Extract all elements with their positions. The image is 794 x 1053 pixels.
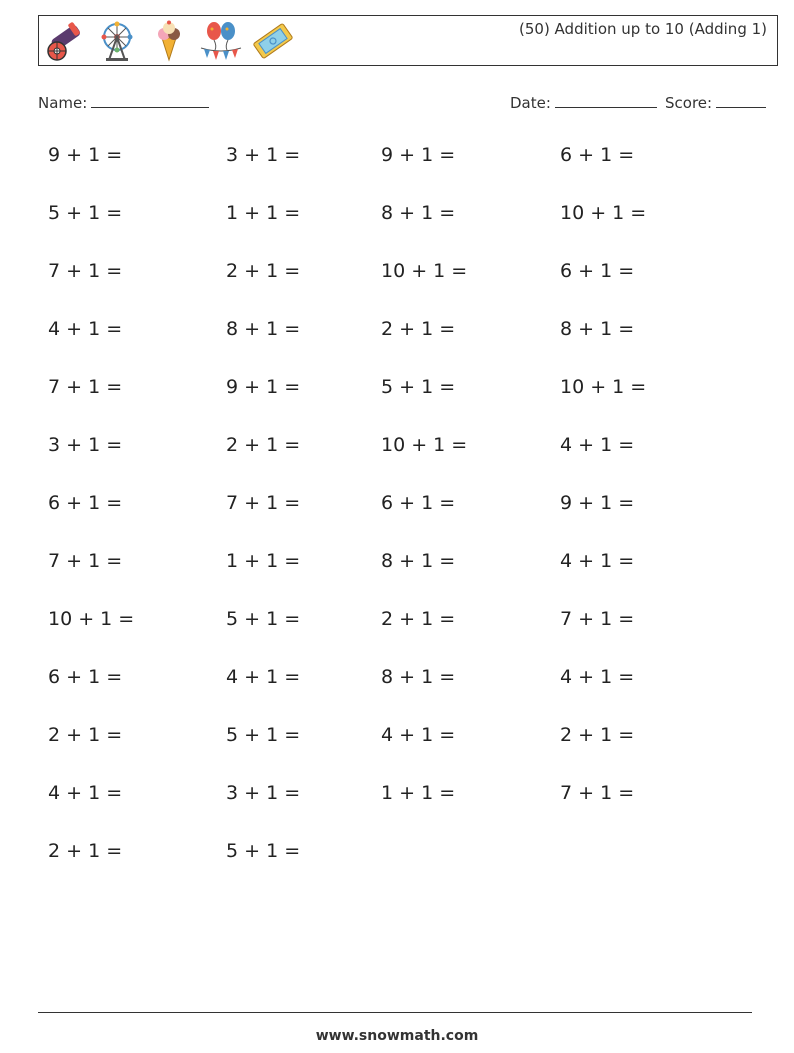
problem-row: [48, 840, 748, 898]
footer-url: www.snowmath.com: [315, 1028, 479, 1044]
problem-row: [48, 608, 748, 666]
problem-item: 2 + 1 =: [381, 318, 456, 340]
problem-item: 5 + 1 =: [226, 724, 301, 746]
problem-item: 6 + 1 =: [560, 144, 635, 166]
problem-item: 9 + 1 =: [48, 144, 123, 166]
problem-item: 4 + 1 =: [48, 318, 123, 340]
problem-item: 7 + 1 =: [48, 260, 123, 282]
problem-item: 2 + 1 =: [226, 434, 301, 456]
name-field: [38, 93, 209, 112]
problem-row: [48, 666, 748, 724]
problem-item: 10 + 1 =: [560, 376, 647, 398]
problem-item: 9 + 1 =: [560, 492, 635, 514]
problem-item: 9 + 1 =: [226, 376, 301, 398]
header-icons: [43, 20, 295, 62]
problem-item: 4 + 1 =: [226, 666, 301, 688]
score-field: [665, 93, 766, 112]
problem-item: 2 + 1 =: [381, 608, 456, 630]
ferris-wheel-icon: [95, 20, 139, 62]
balloons-bunting-icon: [199, 20, 243, 62]
problem-item: 5 + 1 =: [226, 608, 301, 630]
problem-row: [48, 144, 748, 202]
problem-row: [48, 434, 748, 492]
problem-item: 10 + 1 =: [381, 434, 468, 456]
problem-item: 8 + 1 =: [381, 202, 456, 224]
problem-item: 2 + 1 =: [48, 840, 123, 862]
problem-item: 8 + 1 =: [381, 666, 456, 688]
problem-item: 10 + 1 =: [381, 260, 468, 282]
worksheet-title: (50) Addition up to 10 (Adding 1): [519, 20, 767, 38]
problem-item: 1 + 1 =: [226, 550, 301, 572]
problem-item: 6 + 1 =: [48, 666, 123, 688]
problem-item: 5 + 1 =: [48, 202, 123, 224]
problem-item: 7 + 1 =: [48, 376, 123, 398]
problem-row: [48, 782, 748, 840]
problem-item: 5 + 1 =: [381, 376, 456, 398]
worksheet-header: [38, 15, 778, 66]
problem-row: [48, 550, 748, 608]
ticket-icon: [251, 20, 295, 62]
problem-item: 5 + 1 =: [226, 840, 301, 862]
problem-row: [48, 260, 748, 318]
problem-item: 3 + 1 =: [226, 782, 301, 804]
problem-row: [48, 376, 748, 434]
problem-item: 1 + 1 =: [226, 202, 301, 224]
date-label: Date:: [510, 94, 551, 112]
problem-item: 3 + 1 =: [48, 434, 123, 456]
problem-item: 6 + 1 =: [48, 492, 123, 514]
problem-item: 8 + 1 =: [226, 318, 301, 340]
problem-item: 4 + 1 =: [560, 550, 635, 572]
problem-row: [48, 724, 748, 782]
problem-item: 1 + 1 =: [381, 782, 456, 804]
problem-item: 10 + 1 =: [560, 202, 647, 224]
problem-item: 6 + 1 =: [560, 260, 635, 282]
problem-row: [48, 202, 748, 260]
problem-item: 4 + 1 =: [48, 782, 123, 804]
problem-item: 7 + 1 =: [48, 550, 123, 572]
cannon-icon: [43, 20, 87, 62]
problem-item: 8 + 1 =: [560, 318, 635, 340]
problem-item: 4 + 1 =: [560, 434, 635, 456]
problem-item: 4 + 1 =: [560, 666, 635, 688]
name-blank[interactable]: [91, 93, 209, 108]
problem-row: [48, 318, 748, 376]
problem-item: 2 + 1 =: [48, 724, 123, 746]
problem-item: 7 + 1 =: [560, 782, 635, 804]
problem-item: 7 + 1 =: [226, 492, 301, 514]
date-field: [510, 93, 657, 112]
problem-item: 2 + 1 =: [560, 724, 635, 746]
problem-item: 3 + 1 =: [226, 144, 301, 166]
ice-cream-icon: [147, 20, 191, 62]
footer-divider: [38, 1012, 752, 1013]
problem-item: 4 + 1 =: [381, 724, 456, 746]
problem-item: 9 + 1 =: [381, 144, 456, 166]
problem-grid: [48, 144, 748, 898]
problem-item: 7 + 1 =: [560, 608, 635, 630]
problem-item: 10 + 1 =: [48, 608, 135, 630]
problem-item: 8 + 1 =: [381, 550, 456, 572]
score-label: Score:: [665, 94, 713, 112]
date-blank[interactable]: [555, 93, 657, 108]
problem-row: [48, 492, 748, 550]
score-blank[interactable]: [716, 93, 766, 108]
problem-item: 2 + 1 =: [226, 260, 301, 282]
name-label: Name:: [38, 94, 88, 112]
problem-item: 6 + 1 =: [381, 492, 456, 514]
